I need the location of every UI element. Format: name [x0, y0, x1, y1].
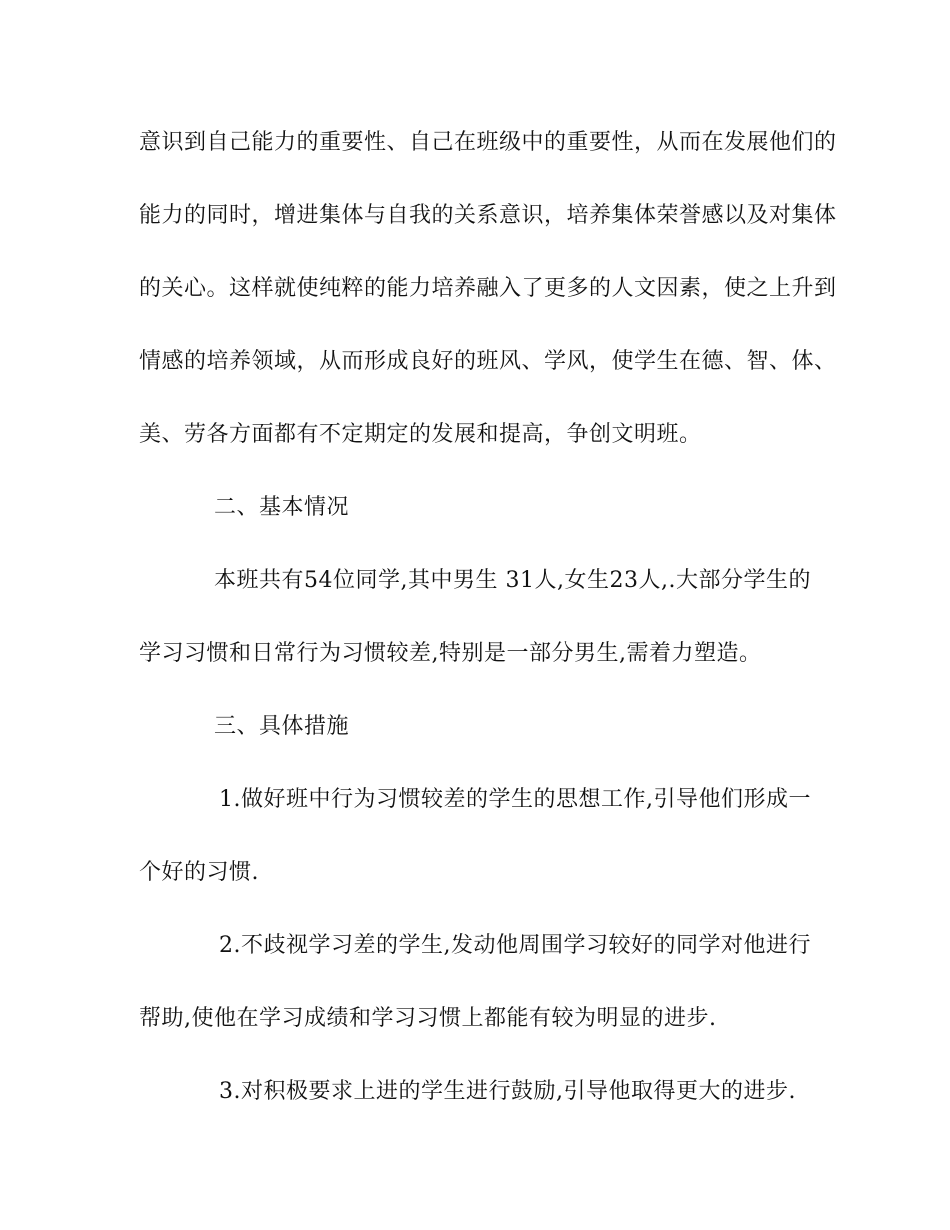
section-heading-basic-situation: 二、基本情况 [214, 495, 350, 520]
paragraph-line-5: 美、劳各方面都有不定期定的发展和提高，争创文明班。 [139, 422, 702, 447]
paragraph-line-1: 意识到自己能力的重要性、自己在班级中的重要性，从而在发展他们的 [139, 130, 837, 155]
paragraph-line-2: 能力的同时，增进集体与自我的关系意识，培养集体荣誉感以及对集体 [139, 203, 837, 228]
paragraph-line-7: 学习习惯和日常行为习惯较差,特别是一部分男生,需着力塑造。 [139, 641, 762, 666]
list-item-1-line-1: 1.做好班中行为习惯较差的学生的思想工作,引导他们形成一 [219, 787, 811, 812]
list-item-1-line-2: 个好的习惯. [139, 860, 259, 885]
paragraph-line-6: 本班共有54位同学,其中男生 31人,女生23人,.大部分学生的 [214, 568, 811, 593]
paragraph-line-4: 情感的培养领域，从而形成良好的班风、学风，使学生在德、智、体、 [139, 349, 837, 374]
paragraph-line-3: 的关心。这样就使纯粹的能力培养融入了更多的人文因素，使之上升到 [139, 276, 837, 301]
section-heading-specific-measures: 三、具体措施 [214, 714, 350, 739]
list-item-2-line-1: 2.不歧视学习差的学生,发动他周围学习较好的同学对他进行 [219, 933, 811, 958]
list-item-2-line-2: 帮助,使他在学习成绩和学习习惯上都能有较为明显的进步. [139, 1006, 717, 1031]
list-item-3-line-1: 3.对积极要求上进的学生进行鼓励,引导他取得更大的进步. [219, 1079, 796, 1104]
